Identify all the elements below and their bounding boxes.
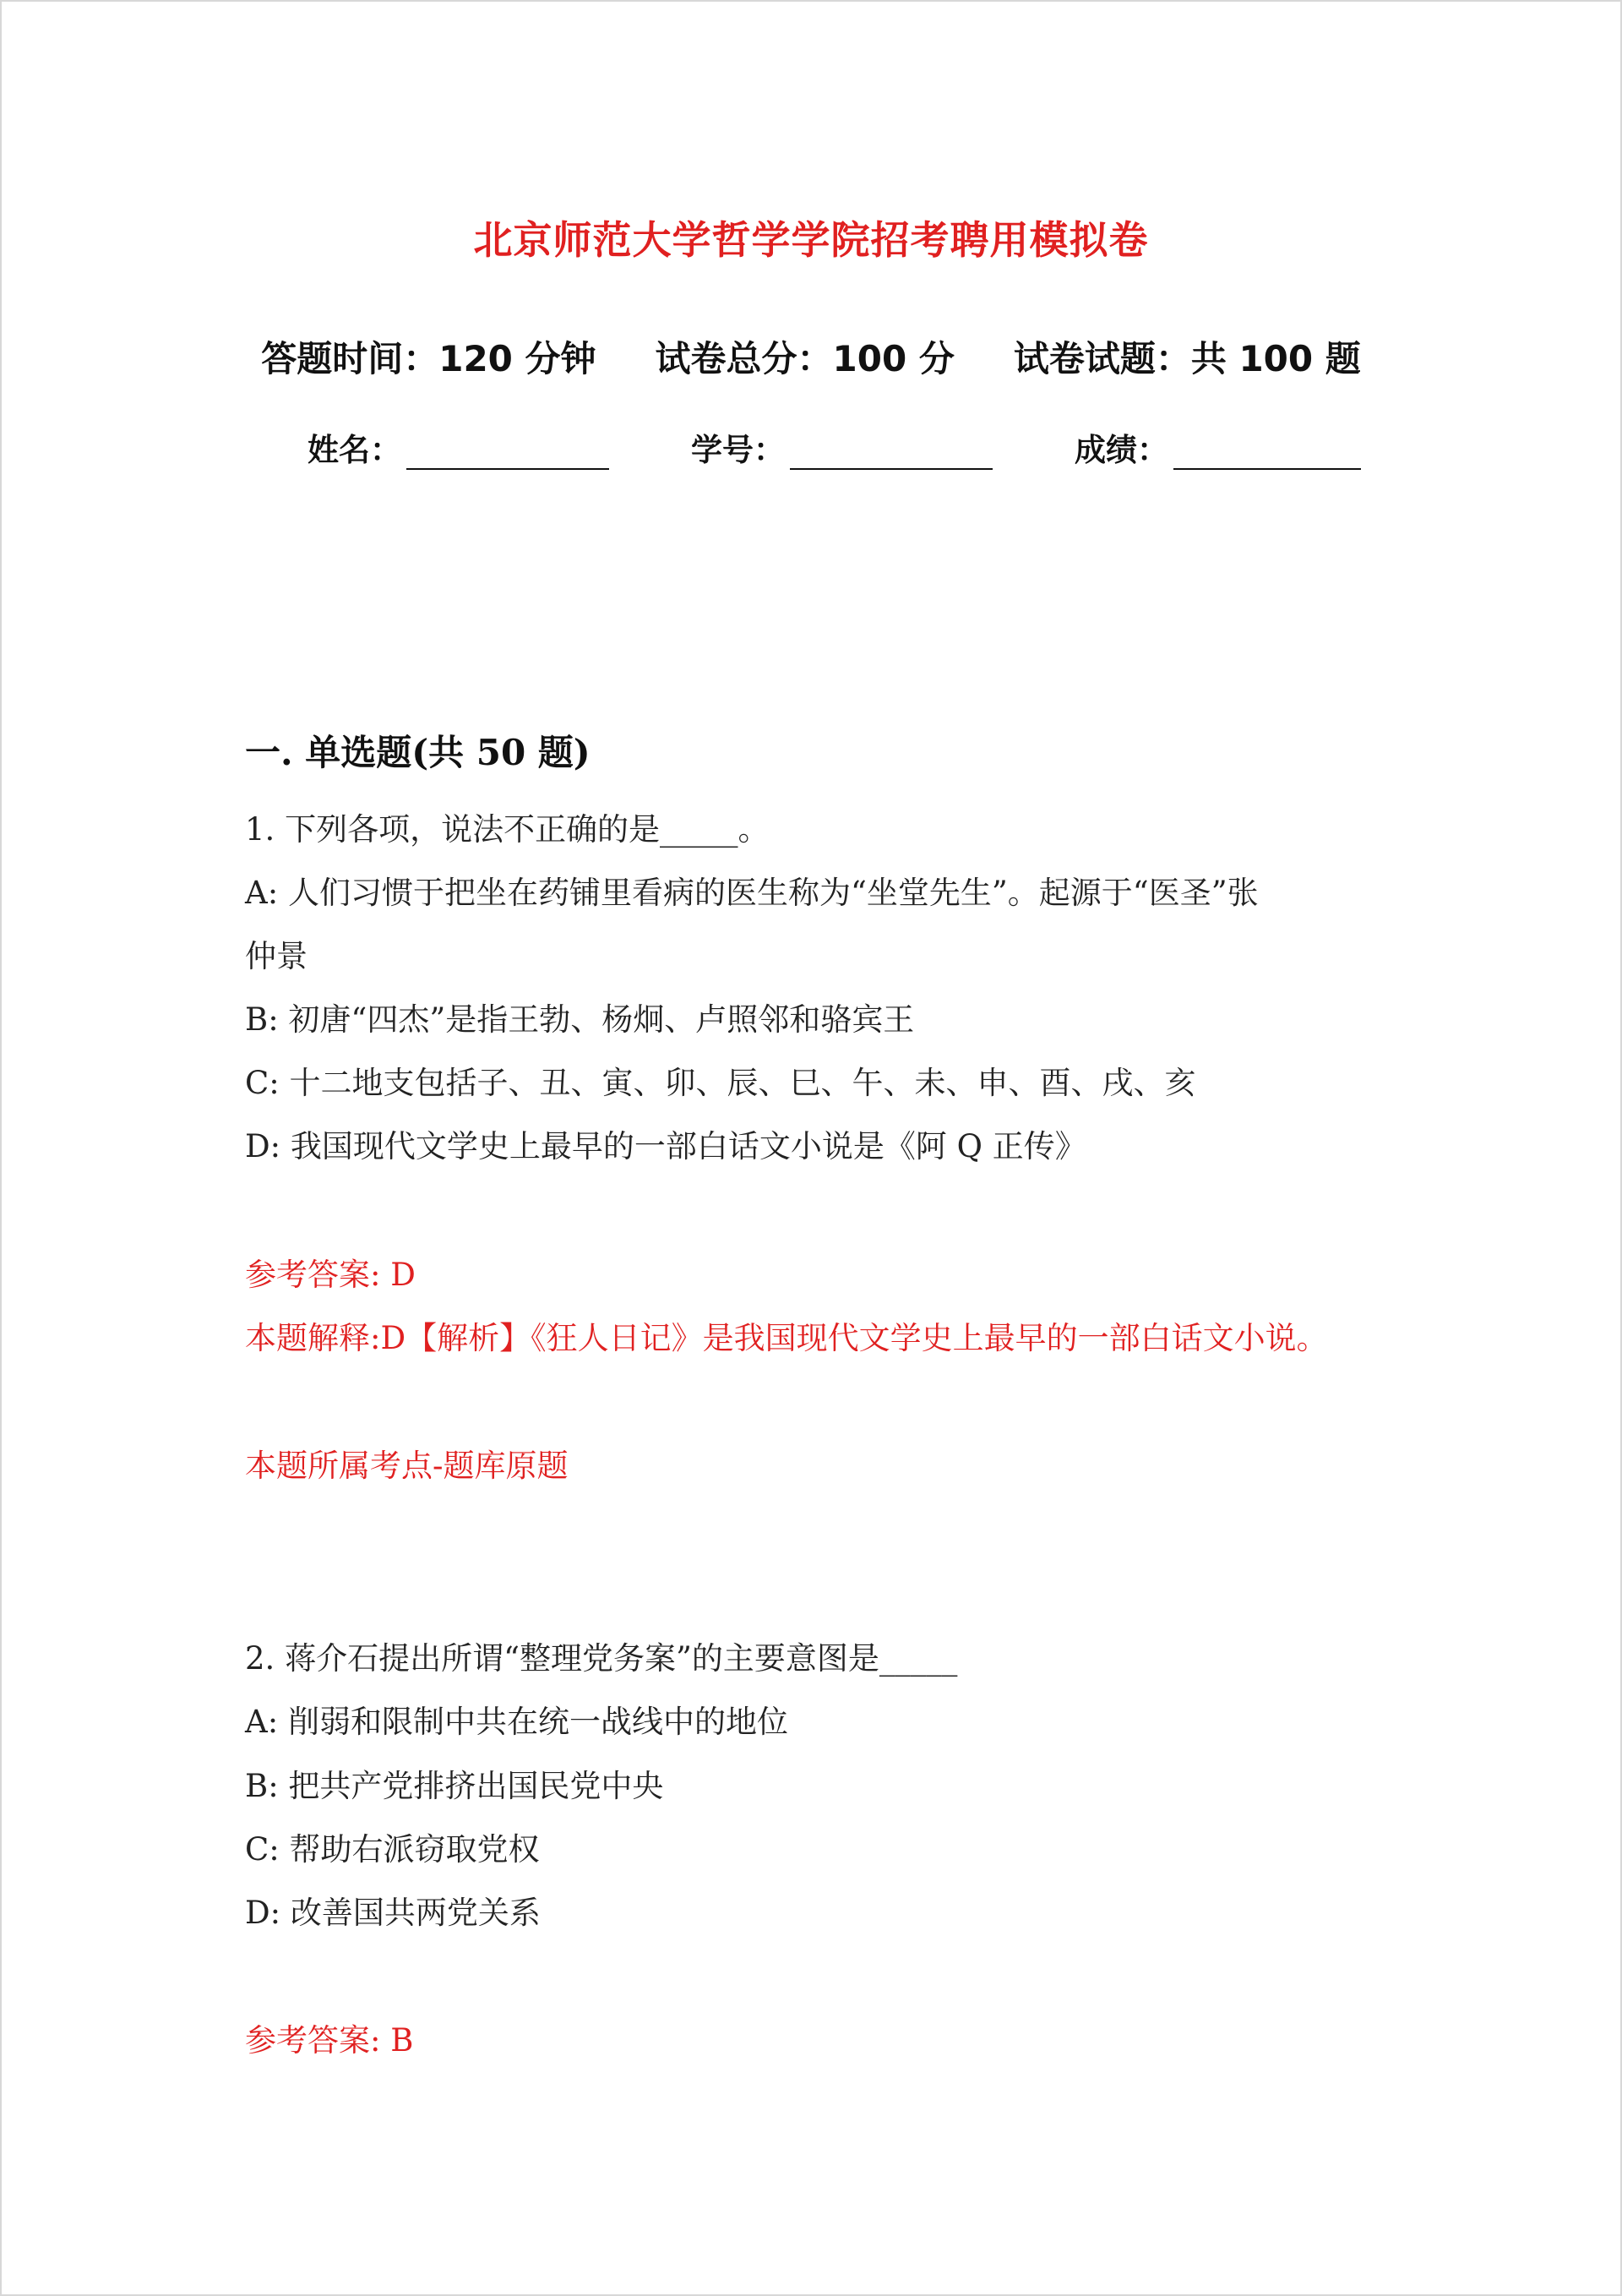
student-id-blank — [790, 434, 993, 470]
question-1-stem: 1. 下列各项，说法不正确的是_____。 — [245, 811, 770, 848]
score-field — [1075, 424, 1361, 470]
question-2-option-c: C: 帮助右派窃取党权 — [245, 1831, 540, 1868]
question-1-option-b: B: 初唐“四杰”是指王勃、杨炯、卢照邻和骆宾王 — [245, 1001, 915, 1038]
question-1-option-a-cont: 仲景 — [245, 938, 308, 974]
exam-meta — [0, 331, 1622, 382]
exam-question-count: 试卷试题：共 100 题 — [1013, 338, 1361, 379]
question-1-option-c: C: 十二地支包括子、丑、寅、卯、辰、巳、午、未、申、酉、戌、亥 — [245, 1065, 1196, 1101]
question-2-answer: 参考答案: B — [245, 2022, 414, 2059]
question-2-option-a: A: 削弱和限制中共在统一战线中的地位 — [245, 1704, 788, 1740]
student-id-field — [691, 424, 993, 470]
score-label: 成绩： — [1075, 432, 1168, 468]
question-1-explanation: 本题解释:D【解析】《狂人日记》是我国现代文学史上最早的一部白话文小说。 — [245, 1320, 1328, 1356]
name-field — [308, 424, 609, 470]
name-label: 姓名： — [308, 432, 401, 468]
question-2-option-b: B: 把共产党排挤出国民党中央 — [245, 1768, 664, 1804]
question-1-option-a: A: 人们习惯于把坐在药铺里看病的医生称为“坐堂先生”。起源于“医圣”张 — [245, 875, 1259, 911]
question-1-topic: 本题所属考点-题库原题 — [245, 1448, 569, 1484]
question-2-stem: 2. 蒋介石提出所谓“整理党务案”的主要意图是_____ — [245, 1640, 958, 1677]
question-1-option-d: D: 我国现代文学史上最早的一部白话文小说是《阿 Q 正传》 — [245, 1128, 1086, 1164]
exam-title: 北京师范大学哲学学院招考聘用模拟卷 — [473, 217, 1149, 263]
exam-total-score: 试卷总分：100 分 — [655, 338, 955, 379]
student-id-label: 学号： — [691, 432, 785, 468]
name-blank — [406, 434, 609, 470]
exam-time: 答题时间：120 分钟 — [261, 338, 596, 379]
score-blank — [1173, 434, 1361, 470]
section-heading: 一. 单选题(共 50 题) — [245, 732, 591, 773]
question-2-option-d: D: 改善国共两党关系 — [245, 1895, 541, 1931]
question-1-answer: 参考答案: D — [245, 1257, 416, 1293]
